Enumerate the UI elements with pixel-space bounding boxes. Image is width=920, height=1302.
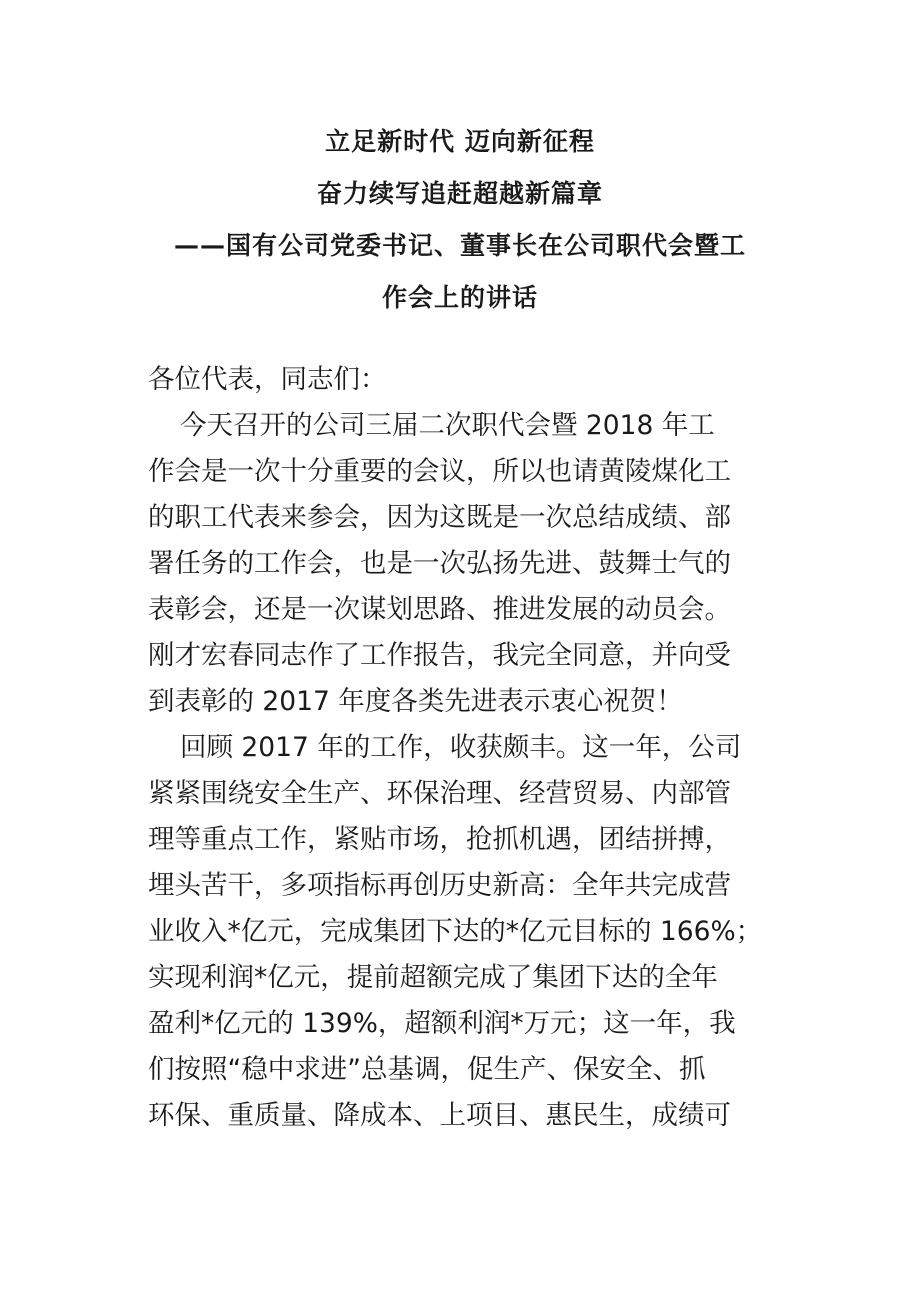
paragraph-line: 紧紧围绕安全生产、环保治理、经营贸易、内部管 [148,778,731,809]
paragraph-line: 的职工代表来参会，因为这既是一次总结成绩、部 [148,502,731,533]
paragraph-line: 到表彰的 2017 年度各类先进表示衷心祝贺！ [148,686,683,717]
paragraph-line: 今天召开的公司三届二次职代会暨 2018 年工 [180,410,715,441]
title-line-3: ——国有公司党委书记、董事长在公司职代会暨工 [173,231,746,260]
title-line-4: 作会上的讲话 [381,283,538,312]
paragraph-line: 盈利*亿元的 139%，超额利润*万元；这一年，我 [148,1008,736,1039]
paragraph-line: 表彰会，还是一次谋划思路、推进发展的动员会。 [148,594,731,625]
speech-body [148,357,776,1139]
paragraph-line: 刚才宏春同志作了工作报告，我完全同意，并向受 [148,640,731,671]
paragraph-line: 业收入*亿元，完成集团下达的*亿元目标的 166%； [148,916,763,947]
speech-title [140,116,780,324]
paragraph-line: 理等重点工作，紧贴市场，抢抓机遇，团结拼搏， [148,824,731,855]
title-line-1: 立足新时代 迈向新征程 [325,127,595,156]
paragraph-line: 埋头苦干，多项指标再创历史新高：全年共完成营 [148,870,731,901]
paragraph-line: 环保、重质量、降成本、上项目、惠民生，成绩可 [148,1100,731,1131]
paragraph-2 [148,725,776,1139]
salutation: 各位代表，同志们： [148,364,387,395]
paragraph-1 [148,403,776,725]
title-line-2: 奋力续写追赶超越新篇章 [316,179,603,208]
paragraph-line: 作会是一次十分重要的会议，所以也请黄陵煤化工 [148,456,731,487]
paragraph-line: 们按照“稳中求进”总基调，促生产、保安全、抓 [148,1054,706,1085]
paragraph-line: 署任务的工作会，也是一次弘扬先进、鼓舞士气的 [148,548,731,579]
paragraph-line: 回顾 2017 年的工作，收获颇丰。这一年，公司 [180,732,742,763]
paragraph-line: 实现利润*亿元，提前超额完成了集团下达的全年 [148,962,718,993]
